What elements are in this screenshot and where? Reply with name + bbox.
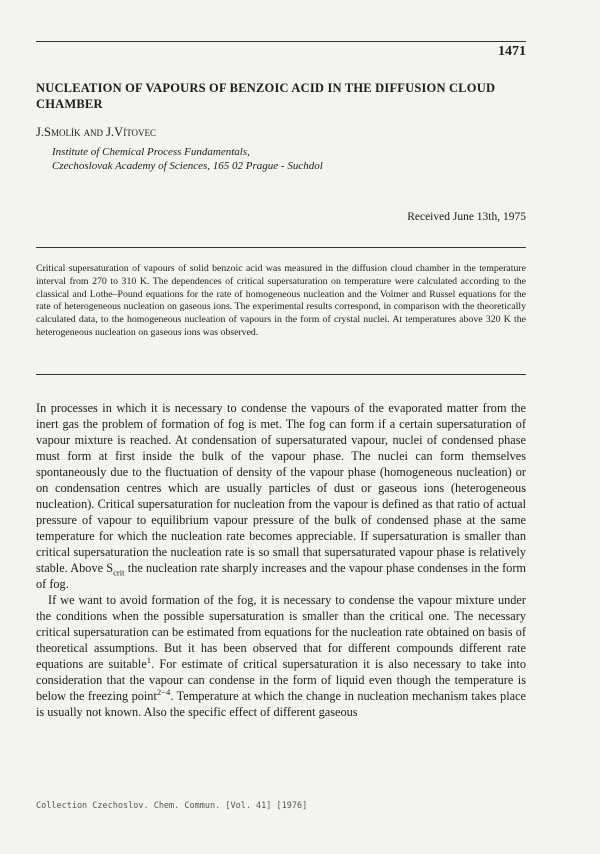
authors: J.Smolík and J.Vítovec: [36, 125, 157, 139]
top-rule: [36, 41, 526, 42]
abstract-bottom-rule: [36, 374, 526, 375]
paragraph: If we want to avoid formation of the fog, it is necessary to condense the vapour mixture under the conditions when the possible supersaturation is smaller than the critical one. The necessary critical supersaturation can be estimated from equations for the nucleation rate obtained on basis of theoretical assumptions. But it has been observed that for different compounds different rate equations are suitable$^1$. For estimate of critical supersaturation it is also necessary to take into consideration that the vapour can condense in the form of liquid even though the temperature is below the freezing point$^{2-4}$. Temperature at which the change in nucleation mechanism takes place is usually not known. Also the specific effect of different gaseous: [36, 593, 526, 719]
abstract-top-rule: [36, 247, 526, 248]
citation: 2−4: [156, 686, 171, 697]
affiliation-line: Czechoslovak Academy of Sciences, 165 02 Prague - Suchdol: [52, 160, 323, 172]
subscript: crit: [113, 567, 125, 578]
abstract: Critical supersaturation of vapours of solid benzoic acid was measured in the diffusion cloud chamber in the temperature interval from 270 to 310 K. The dependences of critical supersaturation on temperature were calculated according to the classical and Lothe–Pound equations for the rate of homogeneous nucleation and the Volmer and Russel equations for the rate of heterogeneous nucleation on gaseous ions. The experimental results correspond, in comparison with the theoretically calculated data, to the homogeneous nucleation of vapours in the form of crystal nuclei. At temperatures above 320 K the heterogeneous nucleation on gaseous ions was observed.: [36, 263, 526, 338]
paragraph: In processes in which it is necessary to condense the vapours of the evaporated matter from the inert gas the problem of formation of fog is met. The fog can form if a certain supersaturation of vapour mixture is reached. At condensation of supersaturated vapour, nuclei of condensed phase must form at first inside the bulk of the vapour phase. The nuclei can form themselves spontaneously due to the fluctuation of density of the vapour phase (homogeneous nucleation) or on condensation centres which are usually particles of dust or gaseous ions (heterogeneous nucleation). Critical supersaturation for nucleation from the vapour is defined as that ratio of actual pressure of vapour to equilibrium vapour pressure of the bulk of condensed phase at the same temperature for which the nucleation rate becomes appreciable. If supersaturation is smaller than critical supersaturation the nucleation rate is so small that supersaturated vapour phase is relatively stable. Above $S_{crit}$ the nucleation rate sharply increases and the vapour phase condenses in the form of fog.: [36, 401, 526, 591]
affiliation-line: Institute of Chemical Process Fundamentals,: [52, 146, 250, 158]
citation: 1: [146, 654, 152, 665]
affiliation: [52, 145, 323, 173]
journal-footer: Collection Czechoslov. Chem. Commun. [Vol. 41] [1976]: [36, 801, 308, 811]
received-date: Received June 13th, 1975: [407, 211, 526, 223]
article-title: NUCLEATION OF VAPOURS OF BENZOIC ACID IN THE DIFFUSION CLOUD CHAMBER: [36, 81, 496, 111]
page-number: 1471: [498, 44, 526, 59]
body-text: [36, 400, 526, 720]
